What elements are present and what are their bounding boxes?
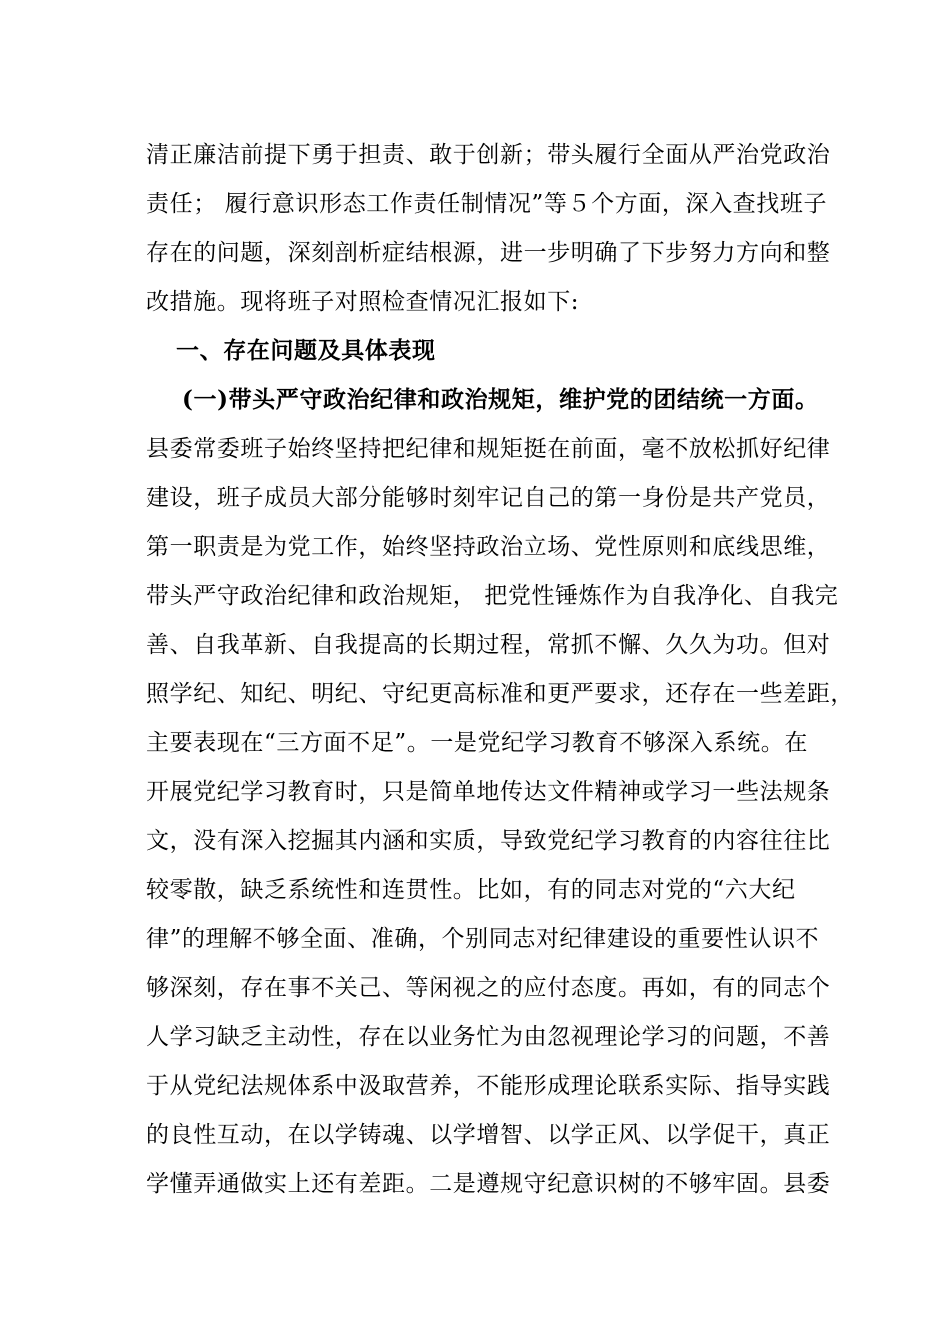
text-line-22: 学懂弄通做实上还有差距。二是遵规守纪意识树的不够牢固。县委 [146, 1171, 831, 1197]
text-line-3: 存在的问题，深刻剖析症结根源，进一步明确了下步努力方向和整 [146, 240, 831, 266]
text-line-14: 开展党纪学习教育时，只是简单地传达文件精神或学习一些法规条 [146, 779, 831, 805]
text-line-16: 较零散，缺乏系统性和连贯性。比如，有的同志对党的“六大纪 [146, 877, 796, 903]
text-line-12: 照学纪、知纪、明纪、守纪更高标准和更严要求，还存在一些差距， [146, 681, 854, 707]
text-line-15: 文，没有深入挖掘其内涵和实质，导致党纪学习教育的内容往往比 [146, 828, 831, 854]
text-line-21: 的良性互动，在以学铸魂、以学增智、以学正风、以学促干，真正 [146, 1122, 831, 1148]
text-line-19: 人学习缺乏主动性，存在以业务忙为由忽视理论学习的问题，不善 [146, 1024, 831, 1050]
text-line-2: 责任； 履行意识形态工作责任制情况”等５个方面，深入查找班子 [146, 191, 828, 217]
text-line-10: 带头严守政治纪律和政治规矩， 把党性锤炼作为自我净化、自我完 [146, 583, 839, 609]
text-line-17: 律”的理解不够全面、准确，个别同志对纪律建设的重要性认识不 [146, 926, 820, 952]
section-heading: 一、存在问题及具体表现 [176, 337, 436, 364]
text-line-13: 主要表现在“三方面不足”。一是党纪学习教育不够深入系统。在 [146, 730, 808, 756]
text-line-20: 于从党纪法规体系中汲取营养，不能形成理论联系实际、指导实践 [146, 1073, 831, 1099]
text-line-4: 改措施。现将班子对照检查情况汇报如下: [146, 289, 580, 315]
subsection-heading: (一)带头严守政治纪律和政治规矩，维护党的团结统一方面。 [182, 386, 819, 413]
text-line-11: 善、自我革新、自我提高的长期过程，常抓不懈、久久为功。但对 [146, 632, 831, 658]
text-line-7: 县委常委班子始终坚持把纪律和规矩挺在前面，毫不放松抓好纪律 [146, 436, 831, 462]
text-line-18: 够深刻，存在事不关己、等闲视之的应付态度。再如，有的同志个 [146, 975, 831, 1001]
text-line-1: 清正廉洁前提下勇于担责、敢于创新；带头履行全面从严治党政治 [146, 142, 831, 168]
text-line-9: 第一职责是为党工作，始终坚持政治立场、党性原则和底线思维， [146, 534, 831, 560]
text-line-8: 建设，班子成员大部分能够时刻牢记自己的第一身份是共产党员， [146, 485, 831, 511]
